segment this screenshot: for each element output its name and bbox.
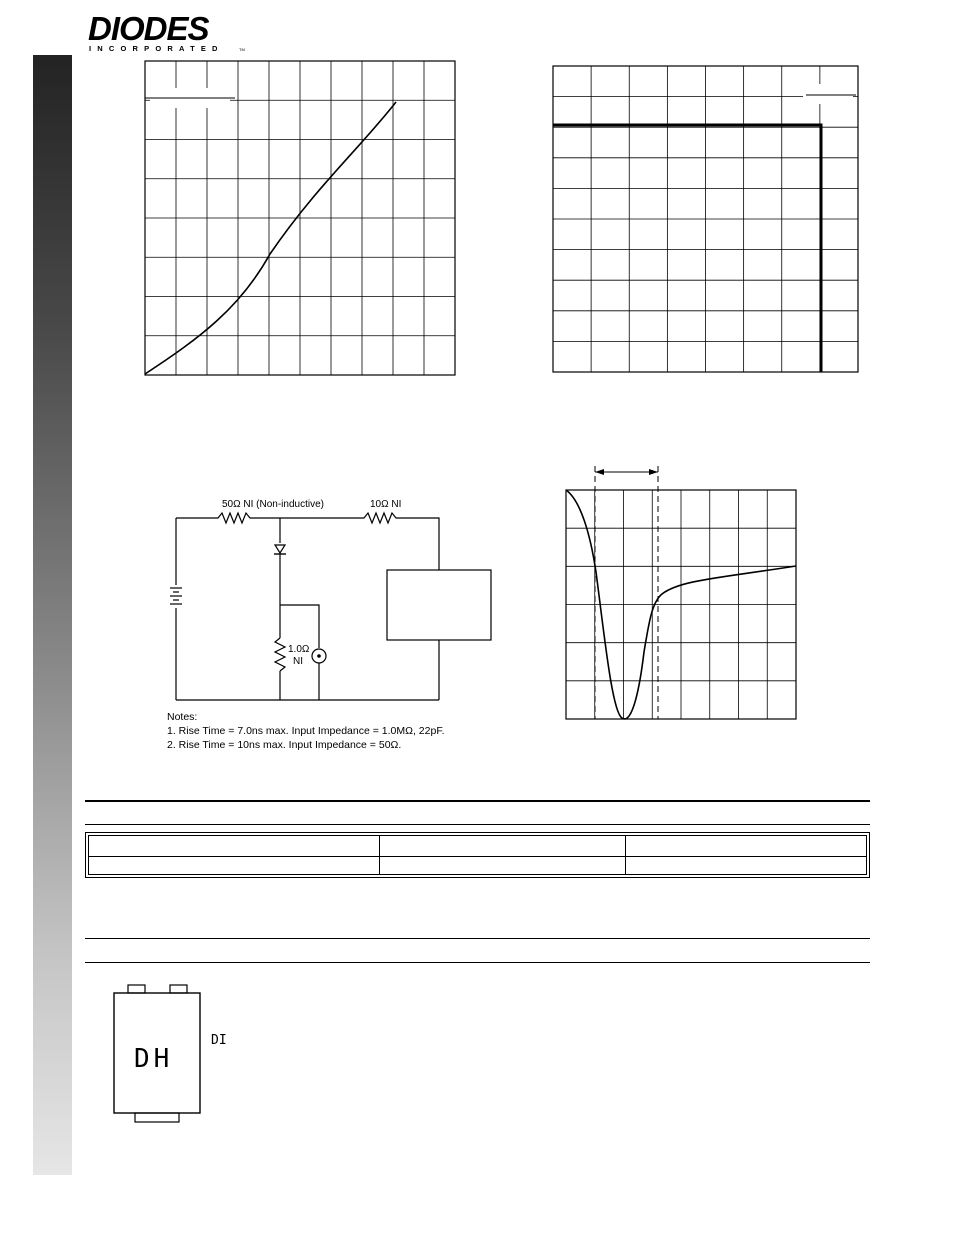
oscilloscope-box <box>387 570 491 640</box>
graph-top-right-legend-mask <box>803 84 853 104</box>
package-pin-2 <box>170 985 187 993</box>
ordering-table-frame <box>88 835 867 875</box>
note-item-1: 1. Rise Time = 7.0ns max. Input Impedance = 1.0MΩ, 22pF. <box>167 725 445 737</box>
notes-block <box>167 710 445 752</box>
resistor-label-ni: NI <box>293 656 303 667</box>
section-divider-3 <box>85 938 870 939</box>
notes-heading: Notes: <box>167 711 198 723</box>
logo-tagline: INCORPORATED <box>89 44 224 53</box>
graph-top-left-grid <box>145 61 455 375</box>
package-marking-drawing <box>108 982 238 1128</box>
package-pin-1 <box>128 985 145 993</box>
graph-top-left <box>140 58 460 380</box>
graph-top-right <box>548 62 864 376</box>
section-divider-1 <box>85 800 870 802</box>
graph-top-right-grid <box>553 66 858 372</box>
package-side-marking: DI <box>211 1033 227 1048</box>
resistor-label-50ohm: 50Ω NI (Non-inductive) <box>222 499 324 510</box>
resistor-label-10ohm: 10Ω NI <box>370 499 402 510</box>
diode-symbol <box>275 545 285 553</box>
package-marking-code: DH <box>134 1044 174 1074</box>
package-pin-3 <box>135 1113 179 1122</box>
section-divider-4 <box>85 962 870 963</box>
logo-trademark: TM <box>239 47 245 52</box>
side-band <box>33 55 72 1175</box>
section-divider-2 <box>85 824 870 825</box>
test-circuit-schematic <box>160 490 500 705</box>
logo-wordmark: DIODES <box>88 10 209 47</box>
diodes-logo <box>88 10 248 54</box>
table-col-divider-2 <box>625 836 626 874</box>
ordering-table <box>85 832 870 878</box>
graph-top-right-curve <box>553 125 821 372</box>
table-col-divider-1 <box>379 836 380 874</box>
sense-resistor <box>275 638 285 671</box>
note-item-2: 2. Rise Time = 10ns max. Input Impedance = 50Ω. <box>167 739 402 751</box>
waveform-graph <box>560 462 802 724</box>
resistor-label-1ohm: 1.0Ω <box>288 644 310 655</box>
graph-top-left-curve <box>145 102 396 374</box>
table-header-row <box>89 836 866 857</box>
